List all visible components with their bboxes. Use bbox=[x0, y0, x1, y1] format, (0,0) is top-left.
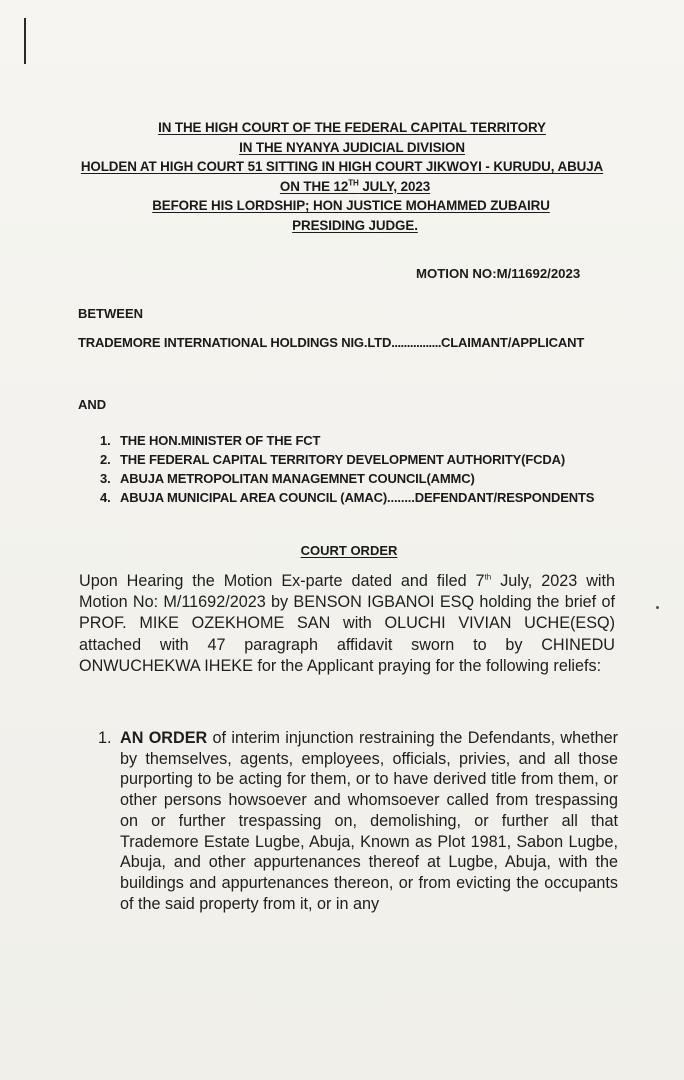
relief-item bbox=[98, 728, 618, 914]
header-court-name: IN THE HIGH COURT OF THE FEDERAL CAPITAL TERRITORY bbox=[158, 120, 546, 135]
relief-text: AN ORDER of interim injunction restraining the Defendants, whether by themselves, agents, employees, officials, privies, and all those purporting to be acting for them, or to have derived title from them, or other persons howsoever and whomsoever called from trespassing on or further trespassing on, demolishing, or further all that Trademore Estate Lugbe, Abuja, Known as Plot 1981, Sabon Lugbe, Abuja, and other appurtenances thereof at Lugbe, Abuja, with the buildings and appurtenances thereon, or from evicting the occupants of the said property from it, or in any bbox=[120, 729, 618, 913]
claimant-role: CLAIMANT/APPLICANT bbox=[441, 335, 585, 350]
defendants-list bbox=[100, 431, 594, 507]
relief-number: 1. bbox=[98, 729, 112, 747]
court-header bbox=[0, 118, 684, 235]
claimant-name: TRADEMORE INTERNATIONAL HOLDINGS NIG.LTD bbox=[78, 335, 392, 350]
motion-number: MOTION NO:M/11692/2023 bbox=[416, 266, 581, 281]
claimant-line bbox=[78, 335, 584, 350]
header-judge: BEFORE HIS LORDSHIP; HON JUSTICE MOHAMMED ZUBAIRU bbox=[152, 198, 550, 213]
header-date: ON THE 12TH JULY, 2023 bbox=[279, 178, 431, 194]
list-item: 1. THE HON.MINISTER OF THE FCT bbox=[100, 433, 321, 448]
and-label: AND bbox=[78, 397, 107, 412]
list-item: 4. ABUJA MUNICIPAL AREA COUNCIL (AMAC)........DEFENDANT/RESPONDENTS bbox=[100, 490, 595, 505]
header-holden-at: HOLDEN AT HIGH COURT 51 SITTING IN HIGH COURT JIKWOYI - KURUDU, ABUJA bbox=[80, 159, 604, 174]
header-presiding: PRESIDING JUDGE. bbox=[292, 217, 418, 233]
list-item: 3. ABUJA METROPOLITAN MANAGEMNET COUNCIL(AMMC) bbox=[100, 471, 475, 486]
order-preamble-paragraph: Upon Hearing the Motion Ex-parte dated and filed 7th July, 2023 with Motion No: M/11692/2023 by BENSON IGBANOI ESQ holding the brief of PROF. MIKE OZEKHOME SAN with OLUCHI VIVIAN UCHE(ESQ) attached with 47 paragraph affidavit sworn to by CHINEDU ONWUCHEKWA IHEKE for the Applicant praying for the following reliefs: bbox=[79, 572, 615, 675]
header-division: IN THE NYANYA JUDICIAL DIVISION bbox=[239, 139, 465, 155]
between-label: BETWEEN bbox=[78, 306, 143, 321]
claimant-dots: ................ bbox=[391, 335, 442, 350]
court-order-heading: COURT ORDER bbox=[300, 543, 398, 558]
list-item: 2. THE FEDERAL CAPITAL TERRITORY DEVELOPMENT AUTHORITY(FCDA) bbox=[100, 452, 566, 467]
margin-pen-mark bbox=[24, 18, 26, 64]
stray-ink-dot bbox=[656, 606, 659, 609]
